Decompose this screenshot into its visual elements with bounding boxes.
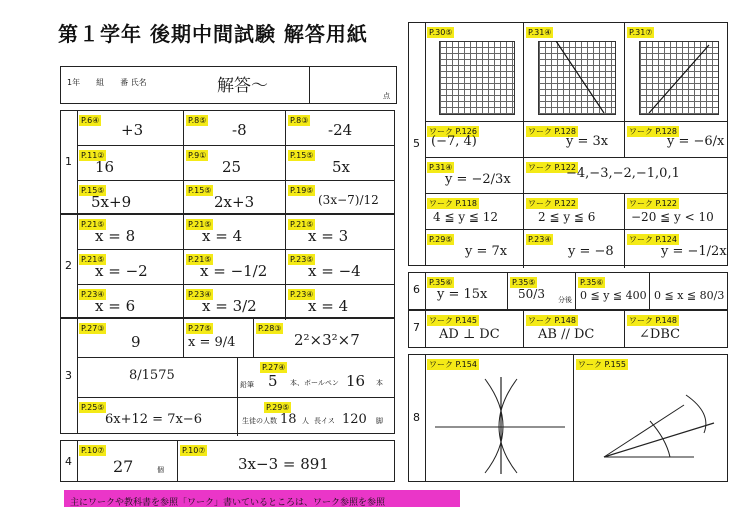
graph-line xyxy=(538,41,614,113)
ref-tag: P.21⑤ xyxy=(81,220,105,229)
section-number: 7 xyxy=(413,321,420,334)
answer: -8 xyxy=(232,121,247,139)
answer: −4,−3,−2,−1,0,1 xyxy=(566,166,680,181)
s2-row2 xyxy=(77,249,394,285)
label: 鉛筆 xyxy=(240,381,254,389)
s2-row3 xyxy=(77,284,394,320)
ref-tag: P.35⑥ xyxy=(429,278,453,287)
answer: y = 15x xyxy=(437,287,488,302)
ref-tag: ワーク P.122 xyxy=(528,163,576,172)
s5-row1 xyxy=(425,121,727,158)
answer: x = −4 xyxy=(308,262,361,280)
ref-tag: P.31④ xyxy=(528,28,552,37)
ref-tag: ワーク P.145 xyxy=(429,316,477,325)
name-line: 1年 組 番 氏名 xyxy=(67,78,147,87)
s1-row3 xyxy=(77,180,394,216)
s5-row4 xyxy=(425,229,727,268)
ref-tag: ワーク P.124 xyxy=(629,235,677,244)
answer: -24 xyxy=(328,121,353,139)
s5-graphs xyxy=(425,23,727,121)
answer: x = −2 xyxy=(95,262,148,280)
s5-row3 xyxy=(425,193,727,230)
answer: y = −8 xyxy=(568,244,614,259)
answer: 0 ≦ y ≦ 400 xyxy=(580,289,647,302)
section-number: 4 xyxy=(65,455,72,468)
s2-row1 xyxy=(77,215,394,249)
section-1 xyxy=(60,110,395,214)
ref-tag: P.21⑤ xyxy=(188,220,212,229)
answer: x = 3/2 xyxy=(202,297,257,315)
answer: 120 xyxy=(342,412,367,427)
answer: y = 3x xyxy=(566,134,609,149)
answer: x = 4 xyxy=(308,297,349,315)
answer: 27 xyxy=(113,457,134,476)
answer: 0 ≦ x ≦ 80/3 xyxy=(654,289,725,302)
ref-tag: P.27⑤ xyxy=(188,324,212,333)
ref-tag: P.29⑤ xyxy=(266,403,290,412)
answer: 2 ≦ y ≦ 6 xyxy=(538,210,596,224)
label: 個 xyxy=(157,466,164,474)
answer: AB // DC xyxy=(538,327,595,342)
answer: AD ⊥ DC xyxy=(439,327,500,342)
ref-tag: ワーク P.128 xyxy=(629,127,677,136)
label: 長イス xyxy=(314,417,335,425)
score-unit: 点 xyxy=(383,92,390,100)
section-number: 5 xyxy=(413,137,420,150)
section-7 xyxy=(408,310,728,348)
construction-figure-1 xyxy=(425,369,573,479)
score-box xyxy=(309,67,396,103)
answer: +3 xyxy=(121,121,144,139)
answer: 16 xyxy=(95,158,115,176)
ref-tag: P.31④ xyxy=(429,163,453,172)
section-number: 3 xyxy=(65,369,72,382)
answer: ∠DBC xyxy=(639,327,681,342)
answer: y = 7x xyxy=(465,244,508,259)
ref-tag: P.27④ xyxy=(262,363,286,372)
label: 分後 xyxy=(558,296,572,304)
name-written: 解答〜 xyxy=(217,76,268,96)
ref-tag: P.30⑤ xyxy=(429,28,453,37)
ref-tag: P.31⑦ xyxy=(629,28,653,37)
ref-tag: P.35⑤ xyxy=(512,278,536,287)
ref-tag: ワーク P.118 xyxy=(429,199,477,208)
answer: −20 ≦ y < 10 xyxy=(631,210,714,224)
ref-tag: P.21⑤ xyxy=(188,255,212,264)
ref-tag: P.8⑤ xyxy=(188,116,207,125)
ref-tag: ワーク P.148 xyxy=(528,316,576,325)
label: 本、ボールペン xyxy=(290,379,339,387)
s1-row2 xyxy=(77,145,394,181)
ref-tag: ワーク P.122 xyxy=(629,199,677,208)
graph-grid xyxy=(439,41,515,115)
answer: 5 xyxy=(268,372,278,390)
answer: 18 xyxy=(280,412,297,427)
ref-tag: P.15⑤ xyxy=(81,186,105,195)
label: 人 xyxy=(302,417,309,425)
answer: 25 xyxy=(222,158,242,176)
ref-tag: P.10⑦ xyxy=(81,446,105,455)
section-6 xyxy=(408,272,728,310)
ref-tag: ワーク P.155 xyxy=(578,360,626,369)
graph-line xyxy=(639,41,717,113)
ref-tag: P.15⑤ xyxy=(188,186,212,195)
answer: (−7, 4) xyxy=(431,134,477,149)
section-2 xyxy=(60,214,395,318)
answer: x = 9/4 xyxy=(188,335,236,350)
s3-row2 xyxy=(77,357,394,398)
ref-tag: ワーク P.126 xyxy=(429,127,477,136)
answer: x = 8 xyxy=(95,227,136,245)
answer: 8/1575 xyxy=(129,368,175,383)
ref-tag: P.21⑤ xyxy=(290,220,314,229)
ref-tag: P.23④ xyxy=(290,290,314,299)
ref-tag: P.10⑦ xyxy=(182,446,206,455)
answer: 50/3 xyxy=(518,287,545,301)
ref-tag: P.25⑤ xyxy=(81,403,105,412)
answer: 6x+12 = 7x−6 xyxy=(105,412,202,427)
section-number: 1 xyxy=(65,155,72,168)
section-number: 6 xyxy=(413,283,420,296)
answer: y = −6/x xyxy=(667,134,725,149)
ref-tag: ワーク P.128 xyxy=(528,127,576,136)
ref-tag: ワーク P.148 xyxy=(629,316,677,325)
s1-row1 xyxy=(77,111,394,145)
ref-tag: P.35⑥ xyxy=(580,278,604,287)
ref-tag: P.23⑤ xyxy=(290,255,314,264)
answer: 5x+9 xyxy=(91,193,132,211)
answer: x = 6 xyxy=(95,297,136,315)
ref-tag: P.29⑤ xyxy=(429,235,453,244)
ref-tag: ワーク P.122 xyxy=(528,199,576,208)
ref-tag: P.21⑤ xyxy=(81,255,105,264)
answer: x = 3 xyxy=(308,227,349,245)
ref-tag: P.28③ xyxy=(258,324,282,333)
answer: 4 ≦ y ≦ 12 xyxy=(433,210,499,224)
s5-row2 xyxy=(425,157,727,194)
reference-note-banner xyxy=(64,490,460,507)
answer: 9 xyxy=(131,333,141,351)
answer: (3x−7)/12 xyxy=(318,193,379,207)
section-number: 2 xyxy=(65,259,72,272)
section-8 xyxy=(408,354,728,482)
name-box xyxy=(60,66,397,104)
answer: x = 4 xyxy=(202,227,243,245)
answer: 5x xyxy=(332,158,351,176)
answer: 2²×3²×7 xyxy=(294,331,360,349)
ref-tag: P.23④ xyxy=(81,290,105,299)
label: 本 xyxy=(376,379,383,387)
answer: x = −1/2 xyxy=(200,262,268,280)
ref-tag: P.27③ xyxy=(81,324,105,333)
construction-figure-2 xyxy=(574,369,730,479)
section-4 xyxy=(60,440,395,482)
ref-tag: ワーク P.154 xyxy=(429,360,477,369)
label: 脚 xyxy=(376,417,383,425)
ref-tag: P.9① xyxy=(188,151,207,160)
section-number: 8 xyxy=(413,411,420,424)
ref-tag: P.23④ xyxy=(188,290,212,299)
section-5 xyxy=(408,22,728,266)
ref-tag: P.23④ xyxy=(528,235,552,244)
answer: y = −2/3x xyxy=(445,172,511,187)
section-3 xyxy=(60,318,395,434)
answer: 16 xyxy=(346,372,366,390)
ref-tag: P.19⑤ xyxy=(290,186,314,195)
s3-row3 xyxy=(77,397,394,436)
s3-row1 xyxy=(77,319,394,357)
ref-tag: P.15⑤ xyxy=(290,151,314,160)
ref-tag: P.8③ xyxy=(290,116,309,125)
answer: 3x−3 = 891 xyxy=(238,455,329,473)
answer: 2x+3 xyxy=(214,193,255,211)
label: 生徒の人数 xyxy=(242,417,277,425)
answer: y = −1/2x xyxy=(661,244,727,259)
ref-tag: P.11② xyxy=(81,151,105,160)
page-title: 第１学年 後期中間試験 解答用紙 xyxy=(58,22,368,46)
ref-tag: P.6④ xyxy=(81,116,100,125)
banner-text: 主にワークや教科書を参照「ワーク」書いているところは、ワーク参照を参照 xyxy=(70,498,386,508)
